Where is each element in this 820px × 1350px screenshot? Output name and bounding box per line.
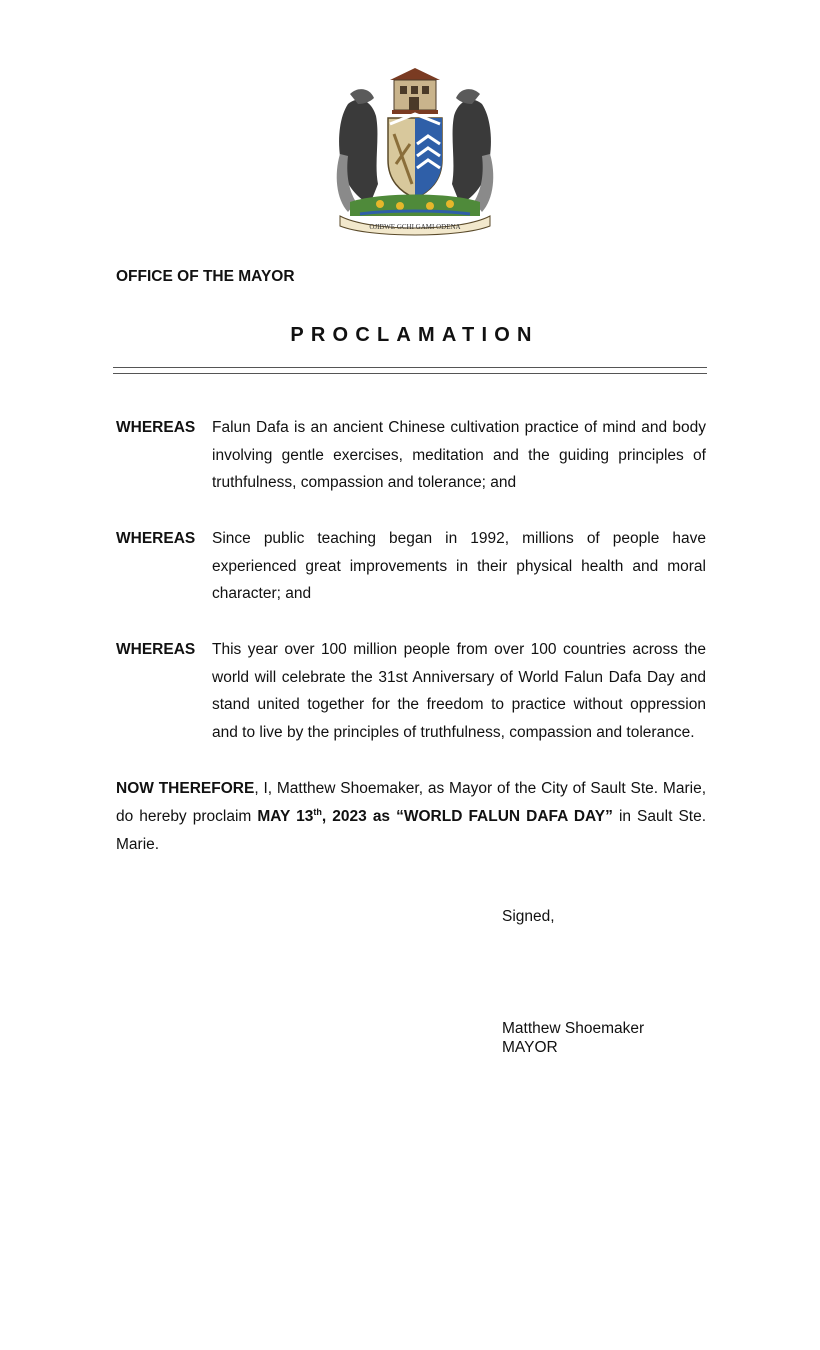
date-rest: , 2023 as “WORLD FALUN DAFA DAY” xyxy=(321,807,613,825)
title-divider xyxy=(113,367,707,374)
whereas-clause xyxy=(116,414,706,497)
whereas-clause xyxy=(116,636,706,746)
proclamation-statement xyxy=(116,775,706,858)
clause-keyword: WHEREAS xyxy=(116,641,196,658)
date-suffix: th xyxy=(313,806,322,817)
office-heading: OFFICE OF THE MAYOR xyxy=(116,268,295,285)
now-therefore-lead: NOW THEREFORE xyxy=(116,780,255,797)
crest-motto: OJIBWE GCHI GAMI ODENA xyxy=(369,223,461,231)
proclamation-tail: in Sault Ste. Marie. xyxy=(116,807,707,853)
signatory-name: Matthew Shoemaker xyxy=(502,1020,645,1037)
clause-text: This year over 100 million people from over 100 countries across the world will celebrate the 31st Anniversary of World Falun Dafa Day and stand united together for the freedom to practice without oppression and to live by the principles of truthfulness, compassion and tolerance. xyxy=(212,641,706,741)
clause-text: Since public teaching began in 1992, millions of people have experienced great improvements in their physical health and moral character; and xyxy=(212,530,706,602)
signed-label: Signed, xyxy=(502,908,555,925)
signatory-role: MAYOR xyxy=(502,1039,558,1056)
proclamation-body: , I, Matthew Shoemaker, as Mayor of the City of Sault Ste. Marie, do hereby proclaim xyxy=(116,780,706,825)
proclamation-date xyxy=(257,808,613,825)
clause-keyword: WHEREAS xyxy=(116,530,196,547)
clause-keyword: WHEREAS xyxy=(116,419,196,436)
city-coat-of-arms-logo xyxy=(330,64,500,236)
clause-text: Falun Dafa is an ancient Chinese cultivation practice of mind and body involving gentle exercises, meditation and the guiding principles of truthfulness, compassion and tolerance; and xyxy=(212,419,706,491)
date-day: MAY 13 xyxy=(257,807,314,825)
document-title: PROCLAMATION xyxy=(290,324,539,346)
signatory-block xyxy=(502,1019,644,1057)
whereas-clause xyxy=(116,525,706,608)
